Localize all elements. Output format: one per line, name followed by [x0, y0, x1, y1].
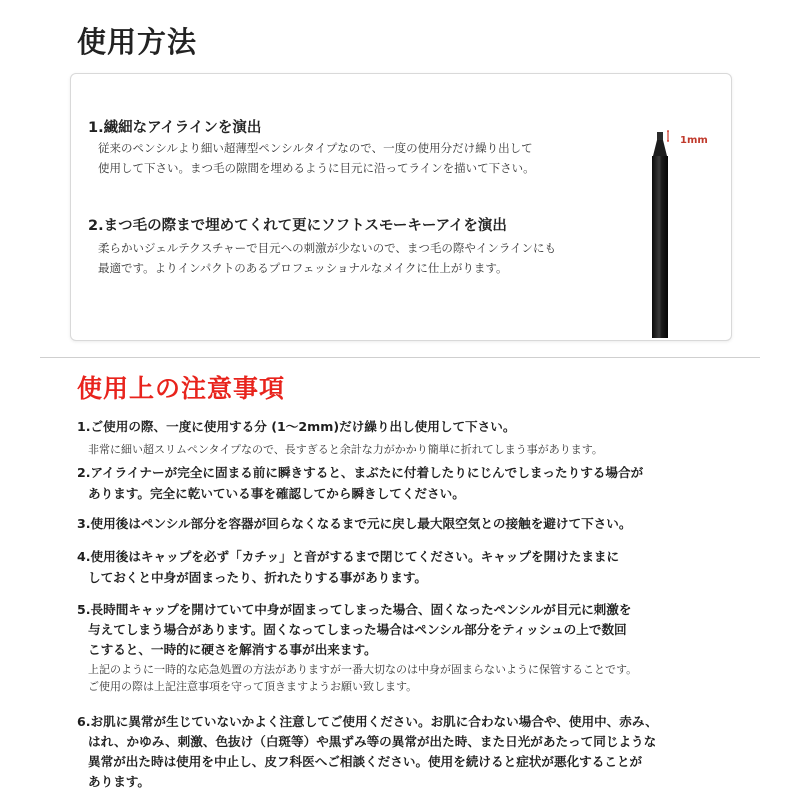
feature-2-body-line-1: 柔らかいジェルテクスチャーで目元への刺激が少ないので、まつ毛の際やインラインにも: [98, 241, 557, 255]
section-divider: [40, 357, 760, 358]
feature-1-heading: 1.繊細なアイラインを演出: [88, 120, 262, 136]
caution-item-6-line-1: 6.お肌に異常が生じていないかよく注意してご使用ください。お肌に合わない場合や、使用中、赤み、: [77, 714, 658, 729]
pencil-tip-size-label: 1mm: [680, 135, 708, 146]
caution-item-6-line-4: あります。: [88, 774, 150, 789]
caution-item-5-line-3: こすると、一時的に硬さを解消する事が出来ます。: [88, 642, 377, 657]
caution-item-4-line-1: 4.使用後はキャップを必ず「カチッ」と音がするまで閉じてください。キャップを開けたままに: [77, 549, 620, 564]
caution-item-6-line-2: はれ、かゆみ、刺激、色抜け（白斑等）や黒ずみ等の異常が出た時、また日光があたって同じような: [88, 734, 657, 749]
caution-note-1: 非常に細い超スリムペンタイプなので、長すぎると余計な力がかかり簡単に折れてしまう事があります。: [88, 443, 603, 456]
feature-1-body-line-1: 従来のペンシルより細い超薄型ペンシルタイプなので、一度の使用分だけ繰り出して: [98, 141, 533, 155]
caution-item-6-line-3: 異常が出た時は使用を中止し、皮フ科医へご相談ください。使用を続けると症状が悪化することが: [88, 754, 643, 769]
eyeliner-pencil-image: [636, 128, 676, 338]
feature-2-heading: 2.まつ毛の際まで埋めてくれて更にソフトスモーキーアイを演出: [88, 218, 507, 234]
usage-title: 使用方法: [77, 25, 198, 59]
caution-note-2: 上記のように一時的な応急処置の方法がありますが一番大切なのは中身が固まらないように保管することです。: [88, 663, 638, 676]
usage-card: [70, 73, 732, 341]
caution-item-1: 1.ご使用の際、一度に使用する分 (1～2mm)だけ繰り出し使用して下さい。: [77, 419, 516, 434]
caution-item-2-line-1: 2.アイライナーが完全に固まる前に瞬きすると、まぶたに付着したりにじんでしまったりする場合が: [77, 465, 644, 480]
caution-note-3: ご使用の際は上記注意事項を守って頂きますようお願い致します。: [88, 680, 418, 693]
caution-item-3: 3.使用後はペンシル部分を容器が回らなくなるまで元に戻し最大限空気との接触を避けて下さい。: [77, 516, 632, 531]
caution-item-2-line-2: あります。完全に乾いている事を確認してから瞬きしてください。: [88, 486, 465, 501]
caution-item-5-line-2: 与えてしまう場合があります。固くなってしまった場合はペンシル部分をティッシュの上で数回: [88, 622, 627, 637]
feature-1-body-line-2: 使用して下さい。まつ毛の隙間を埋めるように目元に沿ってラインを描いて下さい。: [98, 161, 535, 175]
feature-2-body-line-2: 最適です。よりインパクトのあるプロフェッショナルなメイクに仕上がります。: [98, 261, 508, 275]
caution-item-5-line-1: 5.長時間キャップを開けていて中身が固まってしまった場合、固くなったペンシルが目元に刺激を: [77, 602, 632, 617]
caution-item-4-line-2: しておくと中身が固まったり、折れたりする事があります。: [88, 570, 428, 585]
caution-title: 使用上の注意事項: [77, 374, 286, 403]
